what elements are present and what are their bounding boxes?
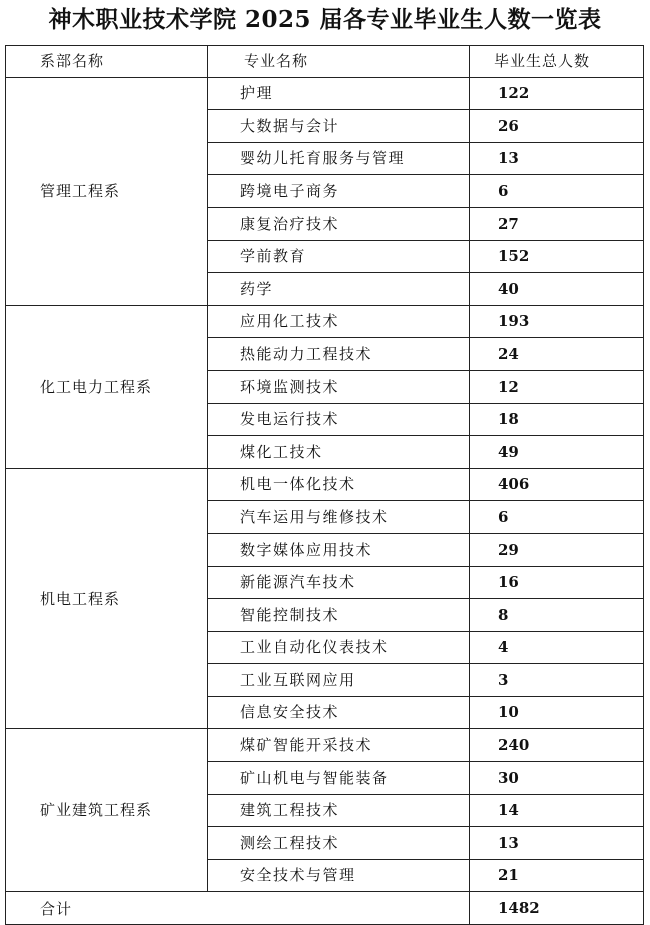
total-label: 合计 xyxy=(6,892,470,925)
major-name: 环境监测技术 xyxy=(208,370,470,403)
department-name: 矿业建筑工程系 xyxy=(6,729,208,892)
major-name: 安全技术与管理 xyxy=(208,859,470,892)
graduate-count: 193 xyxy=(470,305,644,338)
table-body xyxy=(6,77,644,924)
table-row xyxy=(6,468,644,501)
major-name: 学前教育 xyxy=(208,240,470,273)
major-name: 药学 xyxy=(208,273,470,306)
major-name: 护理 xyxy=(208,77,470,110)
graduates-table xyxy=(5,45,644,925)
department-name: 管理工程系 xyxy=(6,77,208,305)
graduate-count: 26 xyxy=(470,110,644,143)
major-name: 数字媒体应用技术 xyxy=(208,533,470,566)
table-header-row xyxy=(6,46,644,78)
table-row xyxy=(6,77,644,110)
major-name: 大数据与会计 xyxy=(208,110,470,143)
graduate-count: 4 xyxy=(470,631,644,664)
major-name: 信息安全技术 xyxy=(208,696,470,729)
header-count: 毕业生总人数 xyxy=(470,46,644,78)
graduate-count: 24 xyxy=(470,338,644,371)
graduate-count: 8 xyxy=(470,599,644,632)
graduate-count: 3 xyxy=(470,664,644,697)
graduate-count: 152 xyxy=(470,240,644,273)
major-name: 测绘工程技术 xyxy=(208,827,470,860)
major-name: 煤矿智能开采技术 xyxy=(208,729,470,762)
table-row xyxy=(6,305,644,338)
graduate-count: 49 xyxy=(470,436,644,469)
graduate-count: 30 xyxy=(470,762,644,795)
page-title: 神木职业技术学院 2025 届各专业毕业生人数一览表 xyxy=(48,6,602,33)
major-name: 煤化工技术 xyxy=(208,436,470,469)
graduate-count: 27 xyxy=(470,207,644,240)
graduate-count: 16 xyxy=(470,566,644,599)
graduate-count: 6 xyxy=(470,175,644,208)
graduate-count: 29 xyxy=(470,533,644,566)
graduate-count: 10 xyxy=(470,696,644,729)
major-name: 智能控制技术 xyxy=(208,599,470,632)
major-name: 热能动力工程技术 xyxy=(208,338,470,371)
header-department: 系部名称 xyxy=(6,46,208,78)
graduate-count: 406 xyxy=(470,468,644,501)
major-name: 康复治疗技术 xyxy=(208,207,470,240)
major-name: 汽车运用与维修技术 xyxy=(208,501,470,534)
table-row xyxy=(6,729,644,762)
major-name: 工业互联网应用 xyxy=(208,664,470,697)
graduate-count: 12 xyxy=(470,370,644,403)
graduate-count: 18 xyxy=(470,403,644,436)
graduate-count: 21 xyxy=(470,859,644,892)
major-name: 应用化工技术 xyxy=(208,305,470,338)
major-name: 建筑工程技术 xyxy=(208,794,470,827)
total-count: 1482 xyxy=(470,892,644,925)
graduate-count: 13 xyxy=(470,827,644,860)
department-name: 化工电力工程系 xyxy=(6,305,208,468)
major-name: 工业自动化仪表技术 xyxy=(208,631,470,664)
department-name: 机电工程系 xyxy=(6,468,208,729)
major-name: 机电一体化技术 xyxy=(208,468,470,501)
header-major: 专业名称 xyxy=(208,46,470,78)
major-name: 新能源汽车技术 xyxy=(208,566,470,599)
graduate-count: 40 xyxy=(470,273,644,306)
major-name: 跨境电子商务 xyxy=(208,175,470,208)
graduate-count: 6 xyxy=(470,501,644,534)
graduate-count: 14 xyxy=(470,794,644,827)
major-name: 婴幼儿托育服务与管理 xyxy=(208,142,470,175)
major-name: 矿山机电与智能装备 xyxy=(208,762,470,795)
graduate-count: 122 xyxy=(470,77,644,110)
total-row xyxy=(6,892,644,925)
graduate-count: 240 xyxy=(470,729,644,762)
major-name: 发电运行技术 xyxy=(208,403,470,436)
graduate-count: 13 xyxy=(470,142,644,175)
